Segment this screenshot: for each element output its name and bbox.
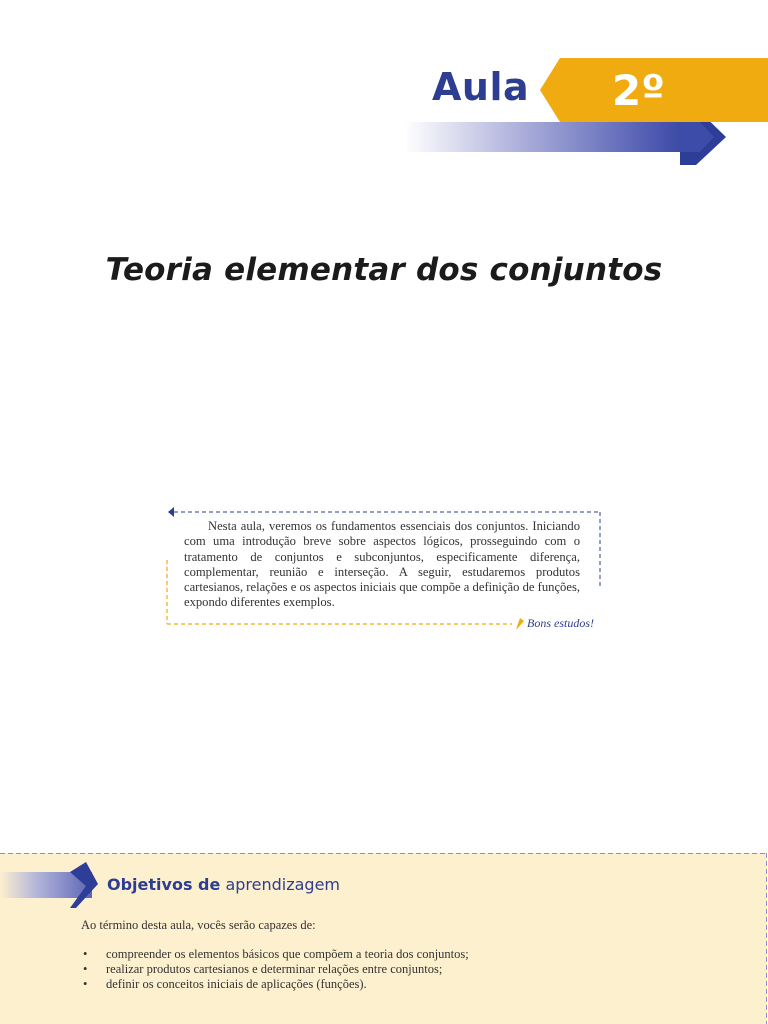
lesson-number: 2º xyxy=(612,66,665,115)
list-item-text: compreender os elementos básicos que compõem a teoria dos conjuntos; xyxy=(106,947,469,961)
list-item-text: realizar produtos cartesianos e determinar relações entre conjuntos; xyxy=(106,962,443,976)
objectives-heading-bold: Objetivos de xyxy=(107,875,221,894)
objectives-list xyxy=(81,947,469,992)
bullet-icon: • xyxy=(83,962,88,976)
bullet-icon: • xyxy=(83,947,88,961)
objectives-heading xyxy=(107,875,340,894)
header-gradient-bar xyxy=(405,122,705,152)
list-item xyxy=(81,962,469,977)
list-item-text: definir os conceitos iniciais de aplicações (funções). xyxy=(106,977,367,991)
objectives-heading-regular: aprendizagem xyxy=(225,875,340,894)
page-title: Teoria elementar dos conjuntos xyxy=(105,252,663,288)
intro-paragraph: Nesta aula, veremos os fundamentos essenciais dos conjuntos. Iniciando com uma introdução breve sobre aspectos lógicos, prosseguindo com o tratamento de conjuntos e subconjuntos, especificamente diferença, complementar, reunião e interseção. A seguir, estudaremos produtos cartesianos, relações e os aspectos iniciais que compõe a definição de funções, expondo diferentes exemplos. xyxy=(184,519,580,610)
sign-off: Bons estudos! xyxy=(527,616,594,630)
list-item xyxy=(81,977,469,992)
objectives-arrow-icon xyxy=(68,862,102,910)
list-item xyxy=(81,947,469,962)
aula-label: Aula xyxy=(432,65,530,109)
objectives-intro: Ao término desta aula, vocês serão capazes de: xyxy=(81,918,316,932)
bullet-icon: • xyxy=(83,977,88,991)
